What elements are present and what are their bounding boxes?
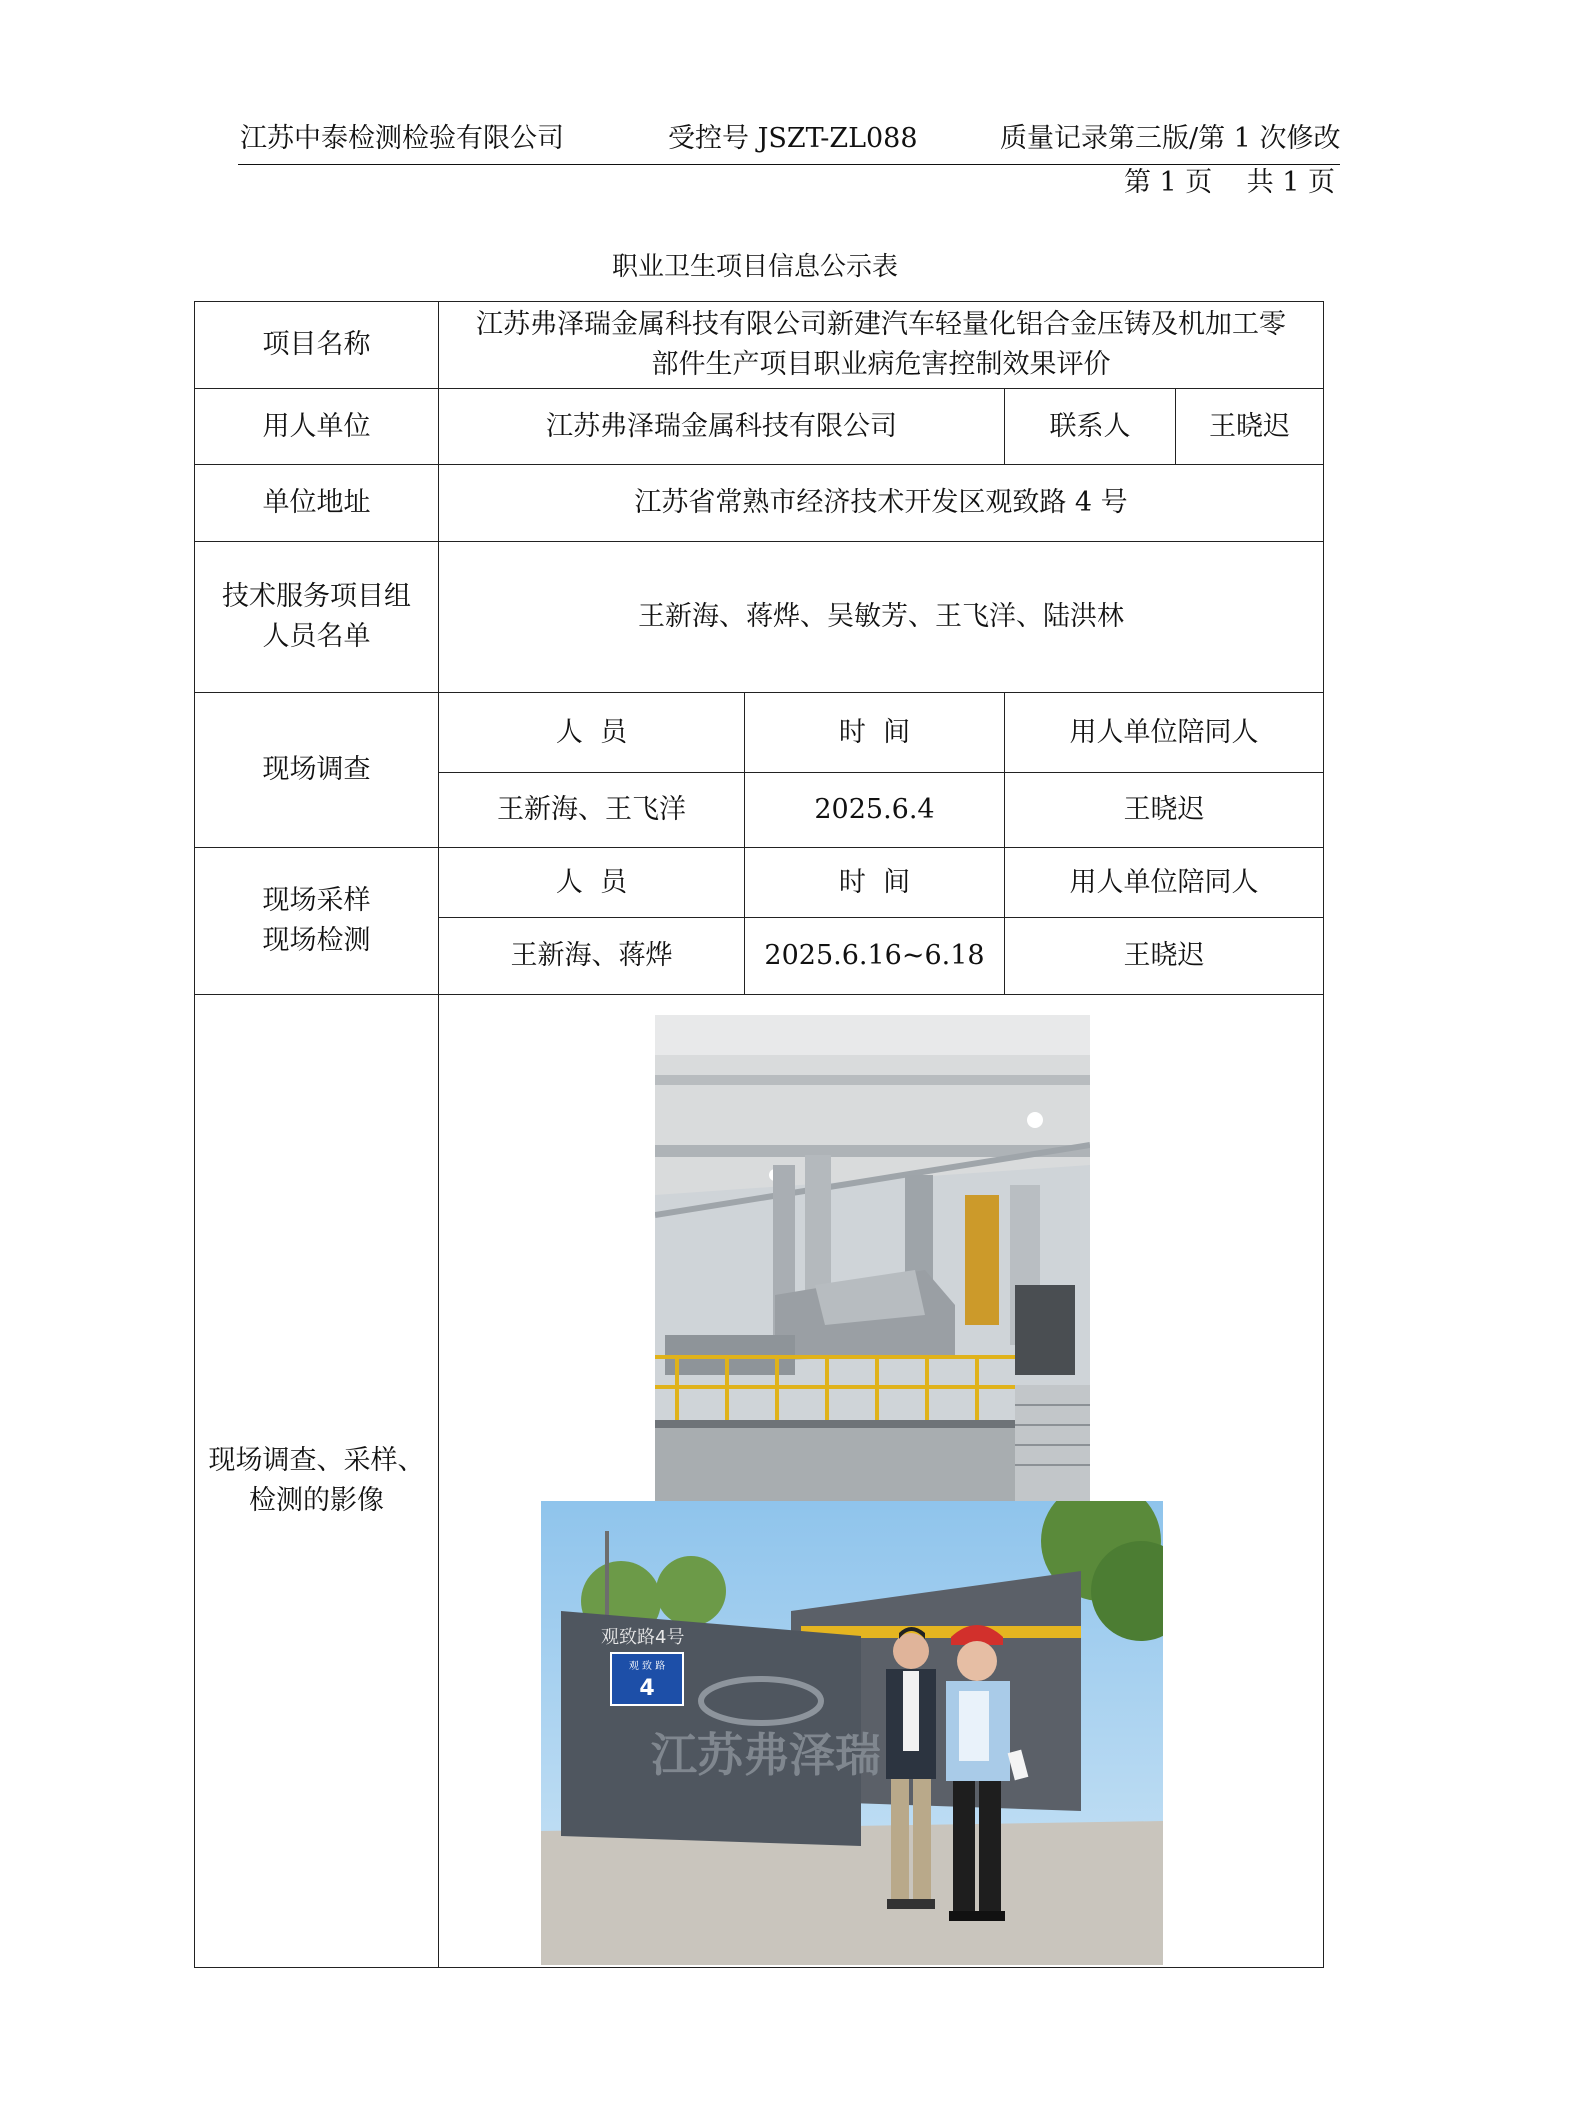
survey-col-personnel: 人 员 bbox=[439, 693, 745, 773]
survey-label: 现场调查 bbox=[195, 693, 439, 848]
survey-col-time: 时 间 bbox=[745, 693, 1005, 773]
address-value: 江苏省常熟市经济技术开发区观致路 4 号 bbox=[439, 465, 1324, 542]
images-label bbox=[195, 995, 439, 1968]
images-label-line1: 现场调查、采样、 bbox=[208, 1445, 425, 1476]
sampling-label bbox=[195, 848, 439, 995]
info-table bbox=[194, 301, 1324, 1968]
project-name-value bbox=[439, 302, 1324, 389]
sampling-label-line2: 现场检测 bbox=[262, 925, 371, 956]
row-images bbox=[195, 995, 1324, 1968]
photo-entrance bbox=[541, 1501, 1163, 1965]
survey-col-escort: 用人单位陪同人 bbox=[1005, 693, 1324, 773]
sampling-col-escort: 用人单位陪同人 bbox=[1005, 848, 1324, 918]
team-label-line1: 技术服务项目组 bbox=[222, 581, 411, 612]
contact-value: 王晓迟 bbox=[1176, 389, 1324, 465]
contact-label: 联系人 bbox=[1005, 389, 1176, 465]
images-cell bbox=[439, 995, 1324, 1968]
survey-time: 2025.6.4 bbox=[745, 773, 1005, 848]
images-label-line2: 检测的影像 bbox=[249, 1485, 384, 1516]
team-label-line2: 人员名单 bbox=[262, 621, 371, 652]
project-name-line2: 部件生产项目职业病危害控制效果评价 bbox=[651, 349, 1111, 380]
header-control-number: 受控号 JSZT-ZL088 bbox=[668, 123, 918, 154]
sampling-col-time: 时 间 bbox=[745, 848, 1005, 918]
row-sampling-header bbox=[195, 848, 1324, 918]
survey-escort: 王晓迟 bbox=[1005, 773, 1324, 848]
row-team bbox=[195, 542, 1324, 693]
plate-number: 4 bbox=[639, 1676, 655, 1701]
document-title: 职业卫生项目信息公示表 bbox=[611, 252, 898, 282]
header-page-number: 第 1 页 共 1 页 bbox=[1123, 167, 1335, 198]
address-label: 单位地址 bbox=[195, 465, 439, 542]
sampling-label-line1: 现场采样 bbox=[262, 885, 371, 916]
row-survey-header bbox=[195, 693, 1324, 773]
project-name-line1: 江苏弗泽瑞金属科技有限公司新建汽车轻量化铝合金压铸及机加工零 bbox=[476, 309, 1286, 340]
row-address bbox=[195, 465, 1324, 542]
team-value: 王新海、蒋烨、吴敏芳、王飞洋、陆洪林 bbox=[439, 542, 1324, 693]
sampling-personnel: 王新海、蒋烨 bbox=[439, 918, 745, 995]
team-label bbox=[195, 542, 439, 693]
row-project-name bbox=[195, 302, 1324, 389]
employer-label: 用人单位 bbox=[195, 389, 439, 465]
survey-personnel: 王新海、王飞洋 bbox=[439, 773, 745, 848]
project-name-label: 项目名称 bbox=[195, 302, 439, 389]
header-rule bbox=[238, 164, 1340, 165]
header-company: 江苏中泰检测检验有限公司 bbox=[240, 123, 564, 154]
sampling-time: 2025.6.16~6.18 bbox=[745, 918, 1005, 995]
row-employer bbox=[195, 389, 1324, 465]
wall-company-text: 江苏弗泽瑞 bbox=[651, 1728, 881, 1782]
plate-road: 观 致 路 bbox=[628, 1661, 666, 1672]
header-version: 质量记录第三版/第 1 次修改 bbox=[1000, 123, 1341, 154]
sampling-col-personnel: 人 员 bbox=[439, 848, 745, 918]
sampling-escort: 王晓迟 bbox=[1005, 918, 1324, 995]
sign-road-text: 观致路4号 bbox=[601, 1627, 685, 1648]
photo-equipment bbox=[655, 1015, 1090, 1501]
employer-value: 江苏弗泽瑞金属科技有限公司 bbox=[439, 389, 1005, 465]
